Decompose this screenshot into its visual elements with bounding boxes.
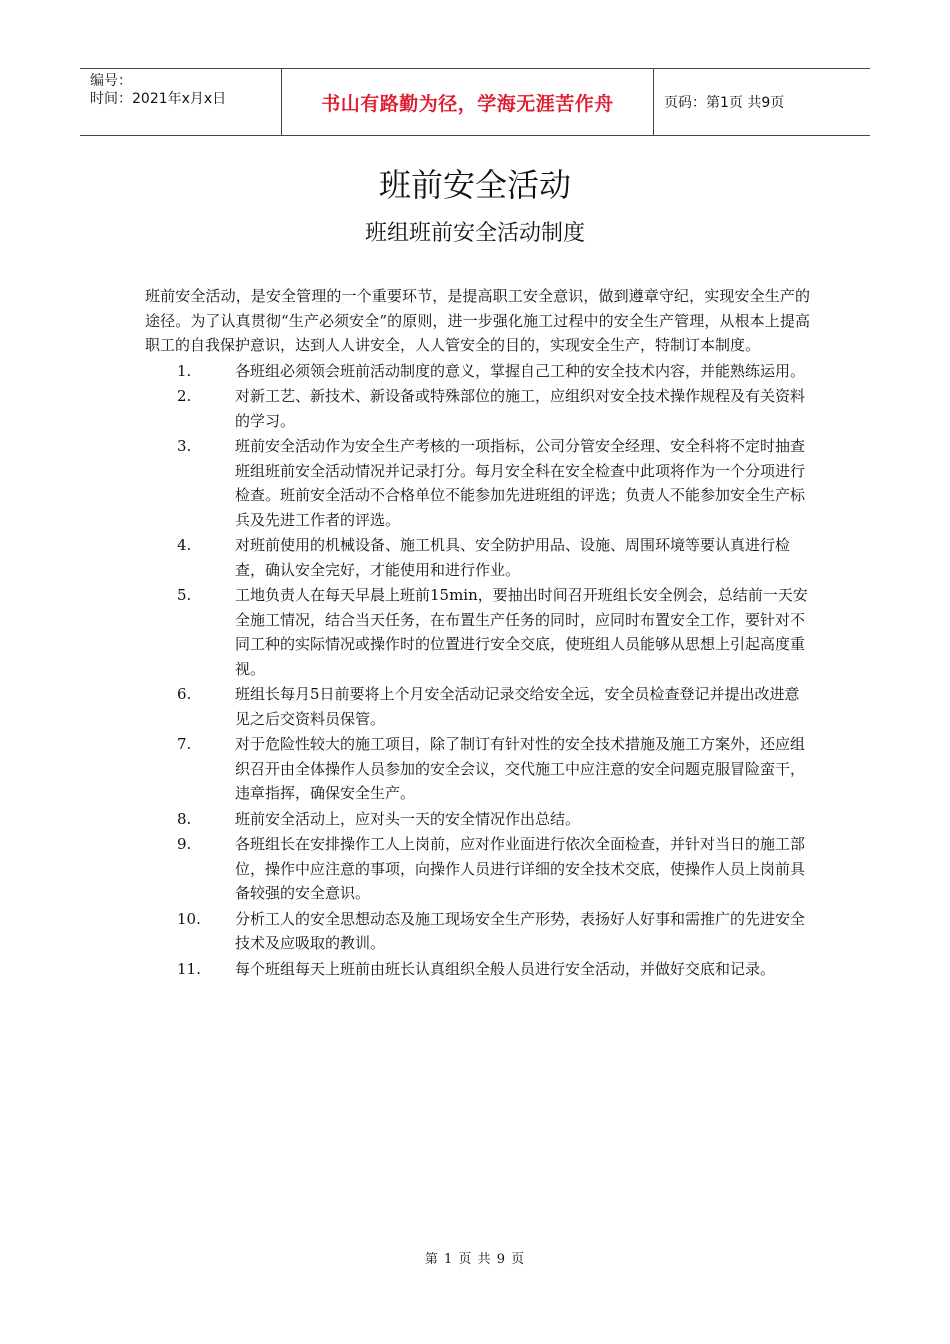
list-item-text: 班前安全活动上，应对头一天的安全情况作出总结。 — [235, 809, 581, 828]
list-item-number: 7. — [177, 735, 192, 753]
list-item-number: 11. — [177, 959, 201, 978]
list-item — [145, 732, 810, 806]
list-item — [145, 434, 810, 532]
list-item — [145, 533, 810, 582]
document-title: 班前安全活动 — [378, 166, 571, 204]
list-item — [145, 384, 810, 433]
list-item-number: 10. — [177, 909, 201, 928]
list-item-text: 分析工人的安全思想动态及施工现场安全生产形势，表扬好人好事和需推广的先进安全技术及应吸取的教训。 — [235, 909, 806, 952]
page-header — [80, 68, 870, 136]
list-item — [145, 832, 810, 906]
list-item — [145, 957, 810, 982]
rules-list — [145, 359, 810, 982]
header-page-info: 页码：第1页 共9页 — [664, 95, 785, 111]
document-body — [145, 284, 810, 982]
list-item-text: 班前安全活动作为安全生产考核的一项指标，公司分管安全经理、安全科将不定时抽查班组班前安全活动情况并记录打分。每月安全科在安全检查中此项将作为一个分项进行检查。班前安全活动不合格单位不能参加先进班组的评选；负责人不能参加安全生产标兵及先进工作者的评选。 — [235, 437, 806, 529]
document-subtitle: 班组班前安全活动制度 — [364, 221, 585, 246]
list-item-number: 2. — [177, 387, 192, 405]
document-date-label: 时间：2021年x月x日 — [90, 91, 227, 107]
list-item-number: 4. — [177, 536, 192, 554]
list-item-text: 每个班组每天上班前由班长认真组织全般人员进行安全活动，并做好交底和记录。 — [235, 959, 776, 978]
list-item-text: 对新工艺、新技术、新设备或特殊部位的施工，应组织对安全技术操作规程及有关资料的学习。 — [235, 387, 806, 430]
list-item — [145, 907, 810, 956]
list-item-number: 6. — [177, 685, 192, 703]
list-item — [145, 682, 810, 731]
list-item — [145, 807, 810, 832]
list-item-text: 对于危险性较大的施工项目，除了制订有针对性的安全技术措施及施工方案外，还应组织召开由全体操作人员参加的安全会议，交代施工中应注意的安全问题克服冒险蛮干，违章指挥，确保安全生产。 — [235, 735, 806, 802]
list-item — [145, 359, 810, 384]
list-item-text: 各班组长在安排操作工人上岗前，应对作业面进行依次全面检查，并针对当日的施工部位，操作中应注意的事项，向操作人员进行详细的安全技术交底，使操作人员上岗前具备较强的安全意识。 — [235, 835, 806, 902]
list-item-number: 8. — [177, 809, 192, 828]
list-item-number: 9. — [177, 835, 192, 853]
list-item — [145, 583, 810, 681]
list-item-number: 1. — [177, 361, 192, 380]
list-item-text: 工地负责人在每天早晨上班前15min，要抽出时间召开班组长安全例会，总结前一天安全施工情况，结合当天任务，在布置生产任务的同时，应同时布置安全工作，要针对不同工种的实际情况或操作时的位置进行安全交底，使班组人员能够从思想上引起高度重视。 — [235, 586, 808, 678]
list-item-number: 5. — [177, 586, 192, 604]
header-motto: 书山有路勤为径，学海无涯苦作舟 — [282, 69, 654, 135]
header-meta — [80, 69, 282, 135]
page-footer: 第 1 页 共 9 页 — [424, 1252, 526, 1267]
document-code-label: 编号： — [90, 73, 132, 89]
intro-paragraph: 班前安全活动，是安全管理的一个重要环节，是提高职工安全意识，做到遵章守纪，实现安全生产的途径。为了认真贯彻“生产必须安全”的原则，进一步强化施工过程中的安全生产管理，从根本上提高职工的自我保护意识，达到人人讲安全，人人管安全的目的，实现安全生产，特制订本制度。 — [145, 287, 810, 354]
list-item-text: 对班前使用的机械设备、施工机具、安全防护用品、设施、周围环境等要认真进行检查，确认安全完好，才能使用和进行作业。 — [235, 536, 791, 579]
list-item-text: 班组长每月5日前要将上个月安全活动记录交给安全远，安全员检查登记并提出改进意见之后交资料员保管。 — [235, 685, 800, 728]
list-item-text: 各班组必须领会班前活动制度的意义，掌握自己工种的安全技术内容，并能熟练运用。 — [235, 361, 806, 380]
list-item-number: 3. — [177, 437, 192, 455]
